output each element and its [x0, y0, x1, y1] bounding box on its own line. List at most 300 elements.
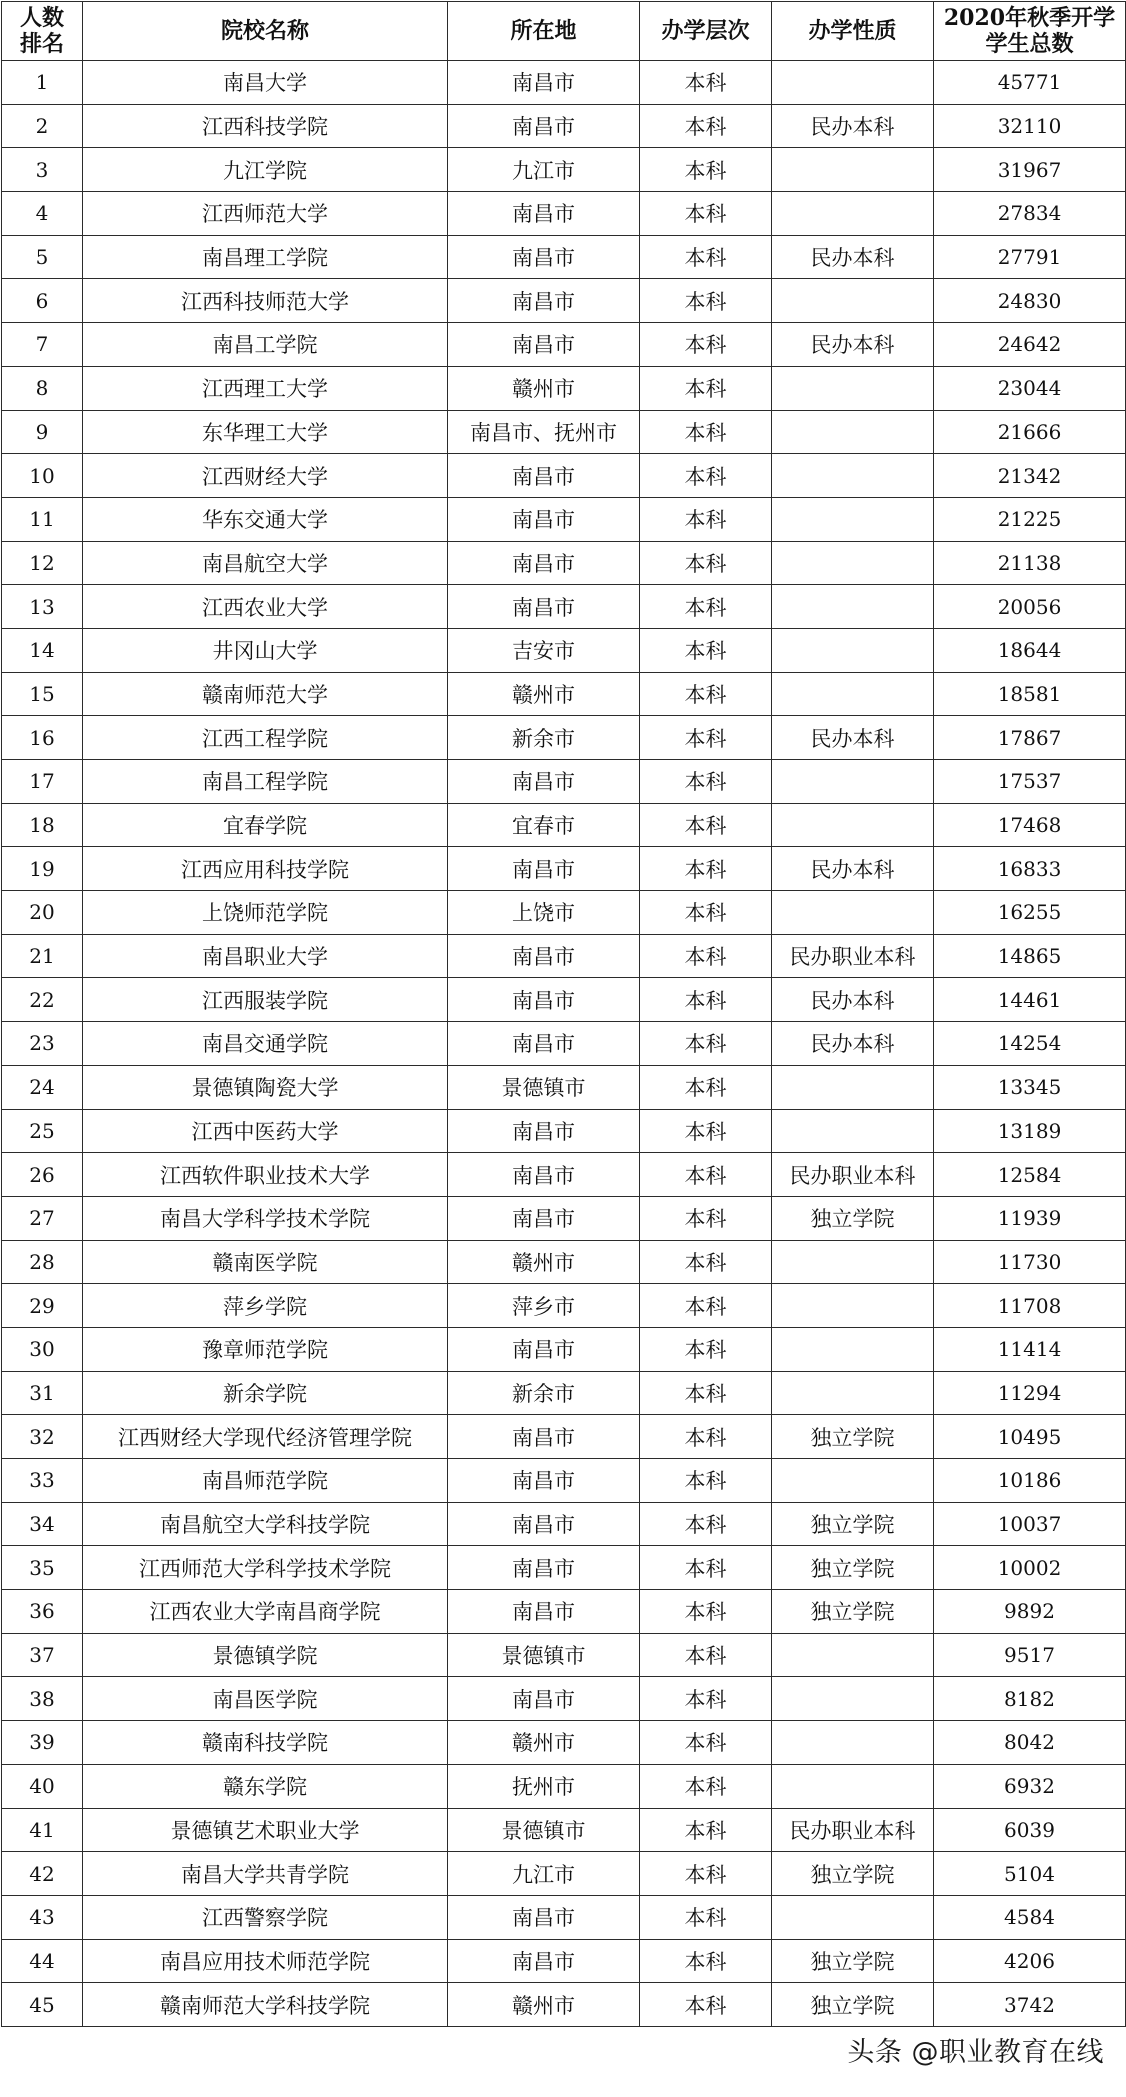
table-row [2, 279, 1126, 323]
table-row [2, 978, 1126, 1022]
nature-cell: 民办职业本科 [772, 934, 934, 978]
student-total-cell: 21138 [934, 541, 1126, 585]
level-cell: 本科 [640, 454, 772, 498]
nature-cell [772, 1677, 934, 1721]
student-total-cell: 10037 [934, 1502, 1126, 1546]
rank-cell: 44 [2, 1939, 83, 1983]
student-total-cell: 14254 [934, 1022, 1126, 1066]
table-row [2, 1546, 1126, 1590]
location-cell: 南昌市、抚州市 [448, 410, 640, 454]
student-total-cell: 3742 [934, 1983, 1126, 2027]
student-total-cell: 16255 [934, 891, 1126, 935]
level-cell: 本科 [640, 803, 772, 847]
rank-cell: 41 [2, 1808, 83, 1852]
table-header [2, 2, 1126, 61]
location-cell: 南昌市 [448, 1546, 640, 1590]
table-body [2, 61, 1126, 2027]
rank-cell: 20 [2, 891, 83, 935]
table-row [2, 1939, 1126, 1983]
school-name-cell: 景德镇学院 [83, 1633, 448, 1677]
level-cell: 本科 [640, 585, 772, 629]
nature-cell [772, 1459, 934, 1503]
student-total-cell: 11730 [934, 1240, 1126, 1284]
student-total-cell: 13345 [934, 1065, 1126, 1109]
level-cell: 本科 [640, 1895, 772, 1939]
table-row [2, 148, 1126, 192]
nature-cell: 民办本科 [772, 104, 934, 148]
student-total-cell: 18581 [934, 672, 1126, 716]
student-total-cell: 8042 [934, 1721, 1126, 1765]
location-cell: 南昌市 [448, 497, 640, 541]
student-total-cell: 27791 [934, 235, 1126, 279]
level-cell: 本科 [640, 1284, 772, 1328]
nature-cell: 民办本科 [772, 235, 934, 279]
rank-cell: 31 [2, 1371, 83, 1415]
school-name-cell: 南昌师范学院 [83, 1459, 448, 1503]
school-name-cell: 赣南师范大学 [83, 672, 448, 716]
school-name-cell: 江西农业大学 [83, 585, 448, 629]
location-cell: 景德镇市 [448, 1633, 640, 1677]
rank-cell: 25 [2, 1109, 83, 1153]
location-cell: 赣州市 [448, 1240, 640, 1284]
school-name-cell: 江西财经大学 [83, 454, 448, 498]
table-row [2, 410, 1126, 454]
nature-cell [772, 760, 934, 804]
rank-cell: 26 [2, 1153, 83, 1197]
student-total-cell: 4584 [934, 1895, 1126, 1939]
table-row [2, 585, 1126, 629]
school-name-cell: 赣东学院 [83, 1764, 448, 1808]
school-name-cell: 华东交通大学 [83, 497, 448, 541]
location-cell: 南昌市 [448, 1022, 640, 1066]
rank-cell: 19 [2, 847, 83, 891]
level-cell: 本科 [640, 1939, 772, 1983]
level-cell: 本科 [640, 497, 772, 541]
table-row [2, 192, 1126, 236]
rank-cell: 22 [2, 978, 83, 1022]
location-cell: 九江市 [448, 1852, 640, 1896]
table-row [2, 672, 1126, 716]
school-name-cell: 南昌航空大学 [83, 541, 448, 585]
nature-cell [772, 672, 934, 716]
table-row [2, 454, 1126, 498]
student-total-cell: 11414 [934, 1327, 1126, 1371]
level-cell: 本科 [640, 1502, 772, 1546]
header-rank: 人数 排名 [2, 2, 83, 61]
school-name-cell: 南昌大学科学技术学院 [83, 1196, 448, 1240]
nature-cell: 独立学院 [772, 1415, 934, 1459]
nature-cell [772, 497, 934, 541]
rank-cell: 39 [2, 1721, 83, 1765]
nature-cell [772, 454, 934, 498]
student-total-cell: 6039 [934, 1808, 1126, 1852]
student-total-cell: 45771 [934, 61, 1126, 105]
location-cell: 九江市 [448, 148, 640, 192]
student-total-cell: 4206 [934, 1939, 1126, 1983]
rank-cell: 7 [2, 323, 83, 367]
nature-cell: 独立学院 [772, 1939, 934, 1983]
table-row [2, 1633, 1126, 1677]
table-row [2, 1022, 1126, 1066]
nature-cell [772, 803, 934, 847]
location-cell: 南昌市 [448, 978, 640, 1022]
level-cell: 本科 [640, 192, 772, 236]
student-total-cell: 6932 [934, 1764, 1126, 1808]
nature-cell: 独立学院 [772, 1196, 934, 1240]
level-cell: 本科 [640, 1327, 772, 1371]
location-cell: 南昌市 [448, 323, 640, 367]
student-total-cell: 14461 [934, 978, 1126, 1022]
header-row [2, 2, 1126, 61]
location-cell: 南昌市 [448, 1502, 640, 1546]
header-nature: 办学性质 [772, 2, 934, 61]
location-cell: 南昌市 [448, 1415, 640, 1459]
school-name-cell: 江西中医药大学 [83, 1109, 448, 1153]
school-name-cell: 江西软件职业技术大学 [83, 1153, 448, 1197]
level-cell: 本科 [640, 1065, 772, 1109]
level-cell: 本科 [640, 978, 772, 1022]
student-total-cell: 24830 [934, 279, 1126, 323]
nature-cell [772, 1371, 934, 1415]
student-total-cell: 12584 [934, 1153, 1126, 1197]
rank-cell: 12 [2, 541, 83, 585]
nature-cell: 民办本科 [772, 1022, 934, 1066]
table-row [2, 1240, 1126, 1284]
rank-cell: 38 [2, 1677, 83, 1721]
nature-cell [772, 541, 934, 585]
table-row [2, 541, 1126, 585]
rank-cell: 23 [2, 1022, 83, 1066]
rank-cell: 1 [2, 61, 83, 105]
nature-cell [772, 148, 934, 192]
header-student-total: 2020年秋季开学 学生总数 [934, 2, 1126, 61]
rank-cell: 43 [2, 1895, 83, 1939]
table-row [2, 1371, 1126, 1415]
school-name-cell: 新余学院 [83, 1371, 448, 1415]
rank-cell: 18 [2, 803, 83, 847]
location-cell: 上饶市 [448, 891, 640, 935]
location-cell: 赣州市 [448, 672, 640, 716]
school-name-cell: 江西师范大学科学技术学院 [83, 1546, 448, 1590]
level-cell: 本科 [640, 716, 772, 760]
student-total-cell: 24642 [934, 323, 1126, 367]
location-cell: 南昌市 [448, 1590, 640, 1634]
level-cell: 本科 [640, 1153, 772, 1197]
school-name-cell: 赣南医学院 [83, 1240, 448, 1284]
rank-cell: 42 [2, 1852, 83, 1896]
table-row [2, 1983, 1126, 2027]
school-name-cell: 江西科技学院 [83, 104, 448, 148]
student-total-cell: 31967 [934, 148, 1126, 192]
rank-cell: 8 [2, 366, 83, 410]
rank-cell: 32 [2, 1415, 83, 1459]
rank-cell: 36 [2, 1590, 83, 1634]
student-total-cell: 11939 [934, 1196, 1126, 1240]
student-total-cell: 17867 [934, 716, 1126, 760]
rank-cell: 24 [2, 1065, 83, 1109]
rank-cell: 15 [2, 672, 83, 716]
level-cell: 本科 [640, 1546, 772, 1590]
school-name-cell: 上饶师范学院 [83, 891, 448, 935]
nature-cell: 独立学院 [772, 1983, 934, 2027]
school-name-cell: 江西工程学院 [83, 716, 448, 760]
nature-cell [772, 1284, 934, 1328]
school-name-cell: 江西应用科技学院 [83, 847, 448, 891]
nature-cell: 民办本科 [772, 978, 934, 1022]
header-school-name: 院校名称 [83, 2, 448, 61]
level-cell: 本科 [640, 1022, 772, 1066]
location-cell: 新余市 [448, 1371, 640, 1415]
school-name-cell: 景德镇艺术职业大学 [83, 1808, 448, 1852]
student-total-cell: 18644 [934, 628, 1126, 672]
level-cell: 本科 [640, 104, 772, 148]
school-name-cell: 萍乡学院 [83, 1284, 448, 1328]
location-cell: 南昌市 [448, 847, 640, 891]
table-row [2, 104, 1126, 148]
location-cell: 南昌市 [448, 1459, 640, 1503]
student-total-cell: 21225 [934, 497, 1126, 541]
student-total-cell: 11708 [934, 1284, 1126, 1328]
rank-cell: 40 [2, 1764, 83, 1808]
table-row [2, 1284, 1126, 1328]
table-row [2, 1721, 1126, 1765]
nature-cell [772, 1327, 934, 1371]
location-cell: 南昌市 [448, 1677, 640, 1721]
table-row [2, 1153, 1126, 1197]
location-cell: 赣州市 [448, 1983, 640, 2027]
rank-cell: 10 [2, 454, 83, 498]
school-name-cell: 南昌应用技术师范学院 [83, 1939, 448, 1983]
student-total-cell: 21666 [934, 410, 1126, 454]
watermark: 头条 @职业教育在线 [847, 2037, 1104, 2068]
nature-cell [772, 628, 934, 672]
table-row [2, 1895, 1126, 1939]
level-cell: 本科 [640, 760, 772, 804]
nature-cell [772, 192, 934, 236]
school-name-cell: 南昌医学院 [83, 1677, 448, 1721]
nature-cell [772, 410, 934, 454]
school-name-cell: 南昌大学共青学院 [83, 1852, 448, 1896]
student-total-cell: 11294 [934, 1371, 1126, 1415]
nature-cell [772, 279, 934, 323]
school-name-cell: 景德镇陶瓷大学 [83, 1065, 448, 1109]
level-cell: 本科 [640, 235, 772, 279]
location-cell: 新余市 [448, 716, 640, 760]
location-cell: 南昌市 [448, 585, 640, 629]
rank-cell: 6 [2, 279, 83, 323]
nature-cell [772, 585, 934, 629]
table-row [2, 1590, 1126, 1634]
nature-cell [772, 891, 934, 935]
location-cell: 南昌市 [448, 279, 640, 323]
student-total-cell: 23044 [934, 366, 1126, 410]
rank-cell: 45 [2, 1983, 83, 2027]
nature-cell [772, 1065, 934, 1109]
level-cell: 本科 [640, 1415, 772, 1459]
rank-cell: 5 [2, 235, 83, 279]
location-cell: 南昌市 [448, 1109, 640, 1153]
rank-cell: 27 [2, 1196, 83, 1240]
nature-cell [772, 1721, 934, 1765]
student-total-cell: 17537 [934, 760, 1126, 804]
school-name-cell: 江西理工大学 [83, 366, 448, 410]
level-cell: 本科 [640, 1677, 772, 1721]
level-cell: 本科 [640, 934, 772, 978]
nature-cell: 民办职业本科 [772, 1153, 934, 1197]
student-total-cell: 32110 [934, 104, 1126, 148]
location-cell: 南昌市 [448, 235, 640, 279]
rank-cell: 13 [2, 585, 83, 629]
student-total-cell: 14865 [934, 934, 1126, 978]
level-cell: 本科 [640, 1590, 772, 1634]
location-cell: 景德镇市 [448, 1065, 640, 1109]
nature-cell: 独立学院 [772, 1590, 934, 1634]
table-row [2, 716, 1126, 760]
nature-cell [772, 1764, 934, 1808]
location-cell: 景德镇市 [448, 1808, 640, 1852]
rank-cell: 16 [2, 716, 83, 760]
school-name-cell: 宜春学院 [83, 803, 448, 847]
location-cell: 南昌市 [448, 192, 640, 236]
school-name-cell: 南昌大学 [83, 61, 448, 105]
header-level: 办学层次 [640, 2, 772, 61]
student-total-cell: 21342 [934, 454, 1126, 498]
school-name-cell: 江西财经大学现代经济管理学院 [83, 1415, 448, 1459]
table-row [2, 1677, 1126, 1721]
school-name-cell: 九江学院 [83, 148, 448, 192]
school-name-cell: 江西农业大学南昌商学院 [83, 1590, 448, 1634]
table-row [2, 1415, 1126, 1459]
location-cell: 南昌市 [448, 1895, 640, 1939]
table-row [2, 934, 1126, 978]
level-cell: 本科 [640, 541, 772, 585]
nature-cell [772, 1895, 934, 1939]
table-row [2, 366, 1126, 410]
nature-cell: 独立学院 [772, 1852, 934, 1896]
location-cell: 宜春市 [448, 803, 640, 847]
level-cell: 本科 [640, 279, 772, 323]
school-name-cell: 赣南科技学院 [83, 1721, 448, 1765]
level-cell: 本科 [640, 1764, 772, 1808]
nature-cell: 民办职业本科 [772, 1808, 934, 1852]
student-total-cell: 10186 [934, 1459, 1126, 1503]
school-name-cell: 赣南师范大学科技学院 [83, 1983, 448, 2027]
level-cell: 本科 [640, 1633, 772, 1677]
level-cell: 本科 [640, 1721, 772, 1765]
level-cell: 本科 [640, 672, 772, 716]
table-row [2, 891, 1126, 935]
table-row [2, 760, 1126, 804]
rank-cell: 29 [2, 1284, 83, 1328]
school-name-cell: 江西师范大学 [83, 192, 448, 236]
university-ranking-table [1, 1, 1126, 2027]
rank-cell: 37 [2, 1633, 83, 1677]
rank-cell: 2 [2, 104, 83, 148]
level-cell: 本科 [640, 1109, 772, 1153]
student-total-cell: 5104 [934, 1852, 1126, 1896]
nature-cell [772, 1633, 934, 1677]
student-total-cell: 16833 [934, 847, 1126, 891]
student-total-cell: 9892 [934, 1590, 1126, 1634]
location-cell: 南昌市 [448, 104, 640, 148]
school-name-cell: 江西科技师范大学 [83, 279, 448, 323]
level-cell: 本科 [640, 628, 772, 672]
school-name-cell: 江西警察学院 [83, 1895, 448, 1939]
student-total-cell: 20056 [934, 585, 1126, 629]
location-cell: 南昌市 [448, 934, 640, 978]
rank-cell: 28 [2, 1240, 83, 1284]
location-cell: 赣州市 [448, 366, 640, 410]
student-total-cell: 27834 [934, 192, 1126, 236]
level-cell: 本科 [640, 1459, 772, 1503]
table-row [2, 323, 1126, 367]
level-cell: 本科 [640, 61, 772, 105]
level-cell: 本科 [640, 1371, 772, 1415]
nature-cell: 民办本科 [772, 716, 934, 760]
location-cell: 赣州市 [448, 1721, 640, 1765]
location-cell: 吉安市 [448, 628, 640, 672]
level-cell: 本科 [640, 148, 772, 192]
rank-cell: 17 [2, 760, 83, 804]
school-name-cell: 井冈山大学 [83, 628, 448, 672]
student-total-cell: 10495 [934, 1415, 1126, 1459]
school-name-cell: 南昌交通学院 [83, 1022, 448, 1066]
nature-cell: 民办本科 [772, 323, 934, 367]
rank-cell: 4 [2, 192, 83, 236]
nature-cell [772, 366, 934, 410]
table-row [2, 1459, 1126, 1503]
level-cell: 本科 [640, 847, 772, 891]
location-cell: 萍乡市 [448, 1284, 640, 1328]
student-total-cell: 17468 [934, 803, 1126, 847]
table-row [2, 235, 1126, 279]
student-total-cell: 8182 [934, 1677, 1126, 1721]
rank-cell: 14 [2, 628, 83, 672]
rank-cell: 33 [2, 1459, 83, 1503]
table-row [2, 1327, 1126, 1371]
nature-cell [772, 1109, 934, 1153]
level-cell: 本科 [640, 366, 772, 410]
level-cell: 本科 [640, 323, 772, 367]
location-cell: 南昌市 [448, 1153, 640, 1197]
school-name-cell: 豫章师范学院 [83, 1327, 448, 1371]
table-row [2, 1502, 1126, 1546]
table-row [2, 1764, 1126, 1808]
level-cell: 本科 [640, 1196, 772, 1240]
rank-cell: 34 [2, 1502, 83, 1546]
student-total-cell: 13189 [934, 1109, 1126, 1153]
rank-cell: 3 [2, 148, 83, 192]
level-cell: 本科 [640, 891, 772, 935]
level-cell: 本科 [640, 1983, 772, 2027]
nature-cell: 独立学院 [772, 1502, 934, 1546]
location-cell: 南昌市 [448, 1196, 640, 1240]
location-cell: 南昌市 [448, 760, 640, 804]
nature-cell: 民办本科 [772, 847, 934, 891]
table-row [2, 1196, 1126, 1240]
level-cell: 本科 [640, 1852, 772, 1896]
rank-cell: 9 [2, 410, 83, 454]
school-name-cell: 南昌工程学院 [83, 760, 448, 804]
school-name-cell: 东华理工大学 [83, 410, 448, 454]
table-row [2, 1808, 1126, 1852]
location-cell: 南昌市 [448, 454, 640, 498]
table-row [2, 803, 1126, 847]
table-row [2, 61, 1126, 105]
school-name-cell: 南昌职业大学 [83, 934, 448, 978]
nature-cell [772, 61, 934, 105]
location-cell: 南昌市 [448, 1327, 640, 1371]
